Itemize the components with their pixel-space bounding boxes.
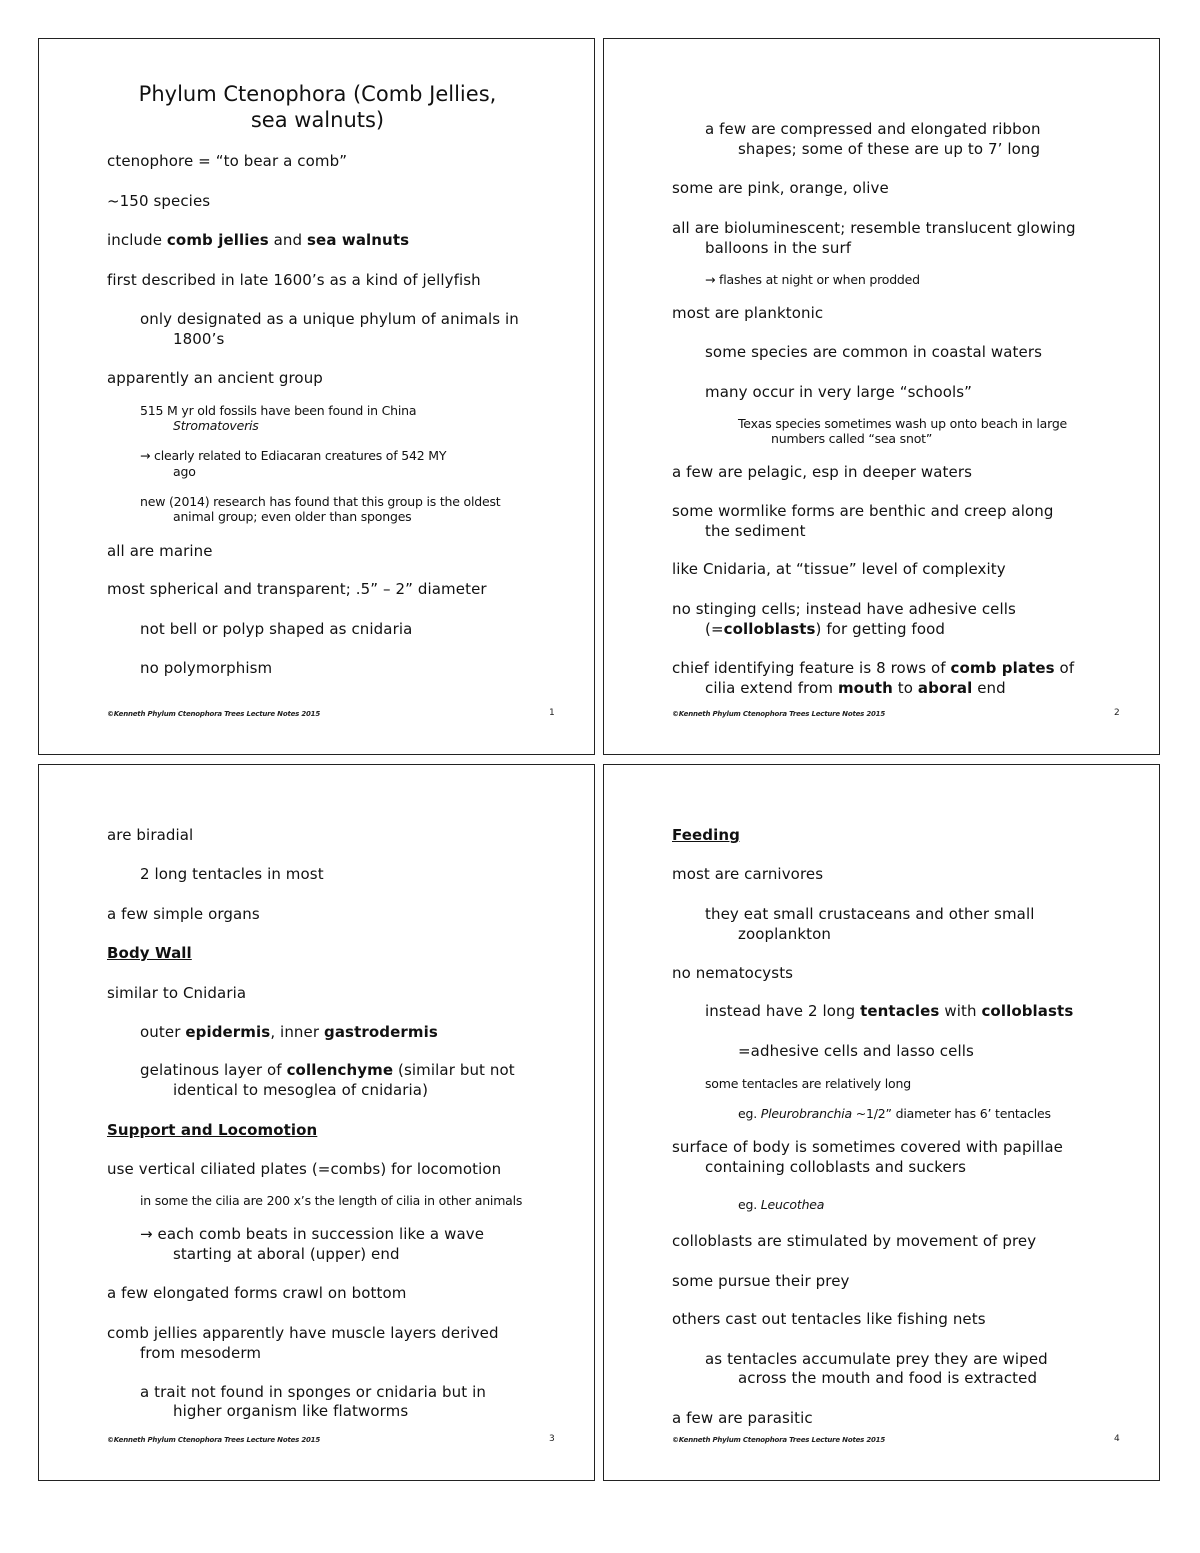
text-line: some are pink, orange, olive	[672, 179, 889, 197]
text-line: many occur in very large “schools”	[705, 383, 973, 401]
text-line: balloons in the surf	[705, 239, 852, 257]
text-line: from mesoderm	[140, 1344, 262, 1362]
text-line: like Cnidaria, at “tissue” level of complexity	[672, 560, 1006, 578]
text-line: some species are common in coastal waters	[705, 343, 1043, 361]
text-line: ago	[173, 464, 196, 479]
text-line: containing colloblasts and suckers	[705, 1158, 967, 1176]
text-line: all are bioluminescent; resemble translucent glowing	[672, 219, 1076, 237]
text-line: a few simple organs	[107, 905, 260, 923]
text-line: apparently an ancient group	[107, 369, 323, 387]
text-line: higher organism like flatworms	[173, 1402, 409, 1420]
section-heading: Body Wall	[107, 944, 192, 962]
text-line: as tentacles accumulate prey they are wiped	[705, 1350, 1048, 1368]
text-line: a few are parasitic	[672, 1409, 813, 1427]
text-line: across the mouth and food is extracted	[738, 1369, 1038, 1387]
text-line: eg. Leucothea	[738, 1197, 825, 1212]
page-number: 1	[549, 708, 555, 718]
text-line: instead have 2 long tentacles with colloblasts	[705, 1002, 1074, 1020]
text-line: 1800’s	[173, 330, 225, 348]
slide-1	[38, 38, 595, 755]
text-line: ctenophore = “to bear a comb”	[107, 152, 348, 170]
text-line: outer epidermis, inner gastrodermis	[140, 1023, 438, 1041]
text-line: are biradial	[107, 826, 194, 844]
text-line: a trait not found in sponges or cnidaria but in	[140, 1383, 487, 1401]
text-line: (=colloblasts) for getting food	[705, 620, 945, 638]
text-line: gelatinous layer of collenchyme (similar but not	[140, 1061, 515, 1079]
text-line: most spherical and transparent; .5” – 2” diameter	[107, 580, 487, 598]
text-line: no nematocysts	[672, 964, 794, 982]
text-line: some pursue their prey	[672, 1272, 850, 1290]
text-line: → flashes at night or when prodded	[705, 272, 920, 287]
text-line: colloblasts are stimulated by movement of prey	[672, 1232, 1037, 1250]
text-line: some tentacles are relatively long	[705, 1076, 911, 1091]
text-line: use vertical ciliated plates (=combs) for locomotion	[107, 1160, 502, 1178]
text-line: others cast out tentacles like fishing nets	[672, 1310, 986, 1328]
text-line: comb jellies apparently have muscle layers derived	[107, 1324, 499, 1342]
slide-footer: ©Kenneth Phylum Ctenophora Trees Lecture Notes 2015	[672, 1436, 886, 1444]
text-line: numbers called “sea snot”	[771, 431, 933, 446]
text-line: most are carnivores	[672, 865, 824, 883]
text-line: animal group; even older than sponges	[173, 509, 412, 524]
text-line: 515 M yr old fossils have been found in China	[140, 403, 417, 418]
slide-title-line2: sea walnuts)	[250, 108, 385, 132]
text-line: a few are compressed and elongated ribbon	[705, 120, 1041, 138]
text-line: some wormlike forms are benthic and creep along	[672, 502, 1054, 520]
text-line: include comb jellies and sea walnuts	[107, 231, 410, 249]
text-line: starting at aboral (upper) end	[173, 1245, 400, 1263]
slide-footer: ©Kenneth Phylum Ctenophora Trees Lecture Notes 2015	[107, 710, 321, 718]
slide-2	[603, 38, 1160, 755]
slide-footer: ©Kenneth Phylum Ctenophora Trees Lecture Notes 2015	[107, 1436, 321, 1444]
text-line: not bell or polyp shaped as cnidaria	[140, 620, 413, 638]
text-line: new (2014) research has found that this group is the oldest	[140, 494, 501, 509]
text-line: chief identifying feature is 8 rows of comb plates of	[672, 659, 1075, 677]
text-line: ~150 species	[107, 192, 211, 210]
page-number: 4	[1114, 1434, 1120, 1444]
text-line: shapes; some of these are up to 7’ long	[738, 140, 1041, 158]
text-line: the sediment	[705, 522, 806, 540]
section-heading: Feeding	[672, 826, 740, 844]
text-line: a few elongated forms crawl on bottom	[107, 1284, 407, 1302]
text-line: all are marine	[107, 542, 213, 560]
text-line: most are planktonic	[672, 304, 824, 322]
text-line: Stromatoveris	[173, 418, 259, 433]
text-line: a few are pelagic, esp in deeper waters	[672, 463, 973, 481]
text-line: they eat small crustaceans and other small	[705, 905, 1035, 923]
text-line: no stinging cells; instead have adhesive cells	[672, 600, 1016, 618]
text-line: identical to mesoglea of cnidaria)	[173, 1081, 429, 1099]
text-line: → clearly related to Ediacaran creatures of 542 MY	[140, 448, 447, 463]
slide-3	[38, 764, 595, 1481]
text-line: =adhesive cells and lasso cells	[738, 1042, 974, 1060]
section-heading: Support and Locomotion	[107, 1121, 318, 1139]
text-line: Texas species sometimes wash up onto beach in large	[738, 416, 1068, 431]
slide-title: Phylum Ctenophora (Comb Jellies,	[138, 82, 497, 106]
slide-4	[603, 764, 1160, 1481]
text-line: 2 long tentacles in most	[140, 865, 324, 883]
text-line: only designated as a unique phylum of animals in	[140, 310, 519, 328]
text-line: cilia extend from mouth to aboral end	[705, 679, 1006, 697]
text-line: → each comb beats in succession like a wave	[140, 1225, 485, 1243]
text-line: surface of body is sometimes covered with papillae	[672, 1138, 1063, 1156]
slide-footer: ©Kenneth Phylum Ctenophora Trees Lecture Notes 2015	[672, 710, 886, 718]
text-line: first described in late 1600’s as a kind of jellyfish	[107, 271, 481, 289]
text-line: in some the cilia are 200 x’s the length of cilia in other animals	[140, 1193, 523, 1208]
text-line: zooplankton	[738, 925, 831, 943]
page-number: 3	[549, 1434, 555, 1444]
text-line: no polymorphism	[140, 659, 273, 677]
text-line: similar to Cnidaria	[107, 984, 247, 1002]
text-line: eg. Pleurobranchia ~1/2” diameter has 6’ tentacles	[738, 1106, 1051, 1121]
page-number: 2	[1114, 708, 1120, 718]
